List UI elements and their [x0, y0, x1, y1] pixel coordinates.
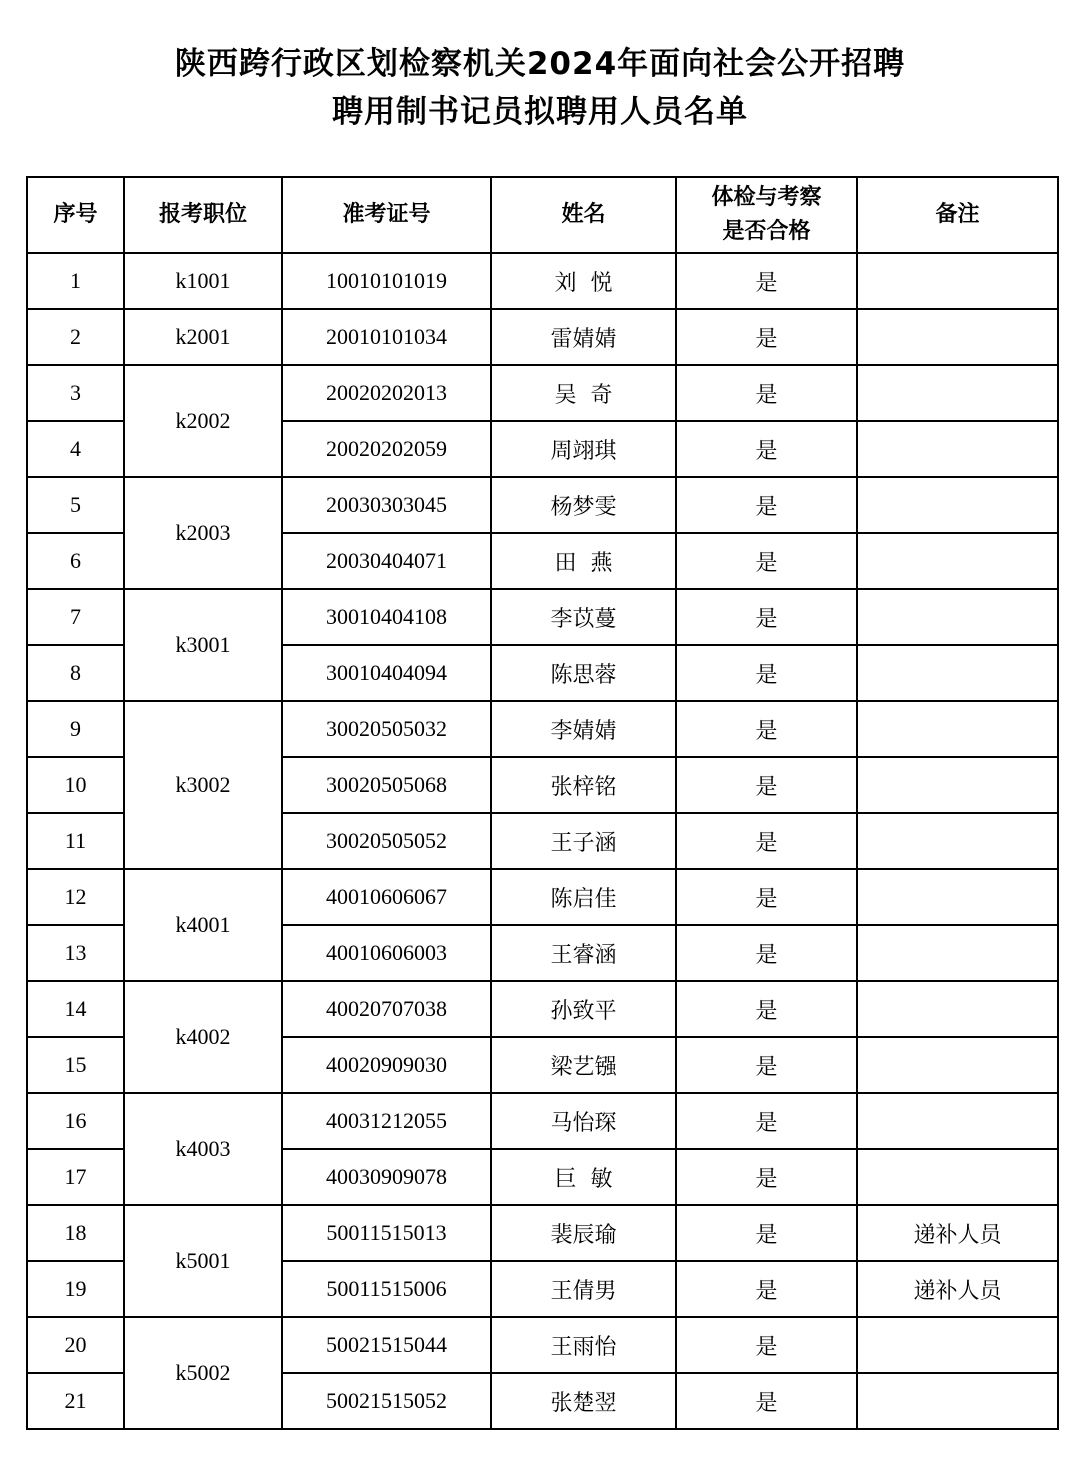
- table-row: [27, 253, 1058, 309]
- cell-name: 梁艺镪: [491, 1037, 676, 1093]
- cell-exam-no: 20020202013: [282, 365, 491, 421]
- cell-name: 张梓铭: [491, 757, 676, 813]
- cell-name: 雷婧婧: [491, 309, 676, 365]
- table-row: [27, 589, 1058, 645]
- table-row: [27, 1205, 1058, 1261]
- title-line-1: 陕西跨行政区划检察机关2024年面向社会公开招聘: [174, 46, 906, 82]
- header-name: 姓名: [491, 177, 676, 253]
- header-check: [676, 177, 857, 253]
- cell-exam-no: 40010606003: [282, 925, 491, 981]
- cell-name: 杨梦雯: [491, 477, 676, 533]
- cell-position: k5002: [124, 1317, 282, 1429]
- cell-position: k2002: [124, 365, 282, 477]
- cell-exam-no: 30010404094: [282, 645, 491, 701]
- cell-pass: 是: [676, 365, 857, 421]
- cell-exam-no: 50021515044: [282, 1317, 491, 1373]
- cell-seq: 4: [27, 421, 124, 477]
- cell-pass: 是: [676, 1317, 857, 1373]
- header-exam-no: 准考证号: [282, 177, 491, 253]
- cell-seq: 14: [27, 981, 124, 1037]
- cell-exam-no: 40020707038: [282, 981, 491, 1037]
- header-check-line-1: 体检与考察: [711, 185, 822, 210]
- cell-exam-no: 20020202059: [282, 421, 491, 477]
- cell-note: [857, 1037, 1058, 1093]
- cell-pass: 是: [676, 757, 857, 813]
- cell-pass: 是: [676, 1037, 857, 1093]
- cell-name: 张楚翌: [491, 1373, 676, 1429]
- cell-seq: 11: [27, 813, 124, 869]
- table-row: [27, 981, 1058, 1037]
- cell-position: k2003: [124, 477, 282, 589]
- cell-pass: 是: [676, 1093, 857, 1149]
- cell-name: 陈启佳: [491, 869, 676, 925]
- cell-note: [857, 309, 1058, 365]
- cell-position: k5001: [124, 1205, 282, 1317]
- cell-seq: 6: [27, 533, 124, 589]
- cell-name: 马怡琛: [491, 1093, 676, 1149]
- cell-pass: 是: [676, 421, 857, 477]
- cell-pass: 是: [676, 925, 857, 981]
- cell-name: 李苡蔓: [491, 589, 676, 645]
- hiring-roster-table: [26, 176, 1059, 1430]
- cell-note: [857, 1149, 1058, 1205]
- header-note: 备注: [857, 177, 1058, 253]
- cell-note: [857, 813, 1058, 869]
- cell-exam-no: 20030404071: [282, 533, 491, 589]
- cell-name: 吴 奇: [491, 365, 676, 421]
- cell-seq: 5: [27, 477, 124, 533]
- cell-name: 田 燕: [491, 533, 676, 589]
- cell-name: 刘 悦: [491, 253, 676, 309]
- cell-name: 孙致平: [491, 981, 676, 1037]
- cell-position: k4003: [124, 1093, 282, 1205]
- cell-note: [857, 477, 1058, 533]
- cell-name: 李婧婧: [491, 701, 676, 757]
- cell-pass: 是: [676, 253, 857, 309]
- cell-note: [857, 589, 1058, 645]
- cell-name: 裴辰瑜: [491, 1205, 676, 1261]
- cell-note: [857, 533, 1058, 589]
- table-row: [27, 477, 1058, 533]
- cell-pass: 是: [676, 645, 857, 701]
- cell-pass: 是: [676, 869, 857, 925]
- cell-name: 王倩男: [491, 1261, 676, 1317]
- title-line-2: 聘用制书记员拟聘用人员名单: [332, 94, 748, 130]
- table-row: [27, 365, 1058, 421]
- cell-seq: 19: [27, 1261, 124, 1317]
- cell-pass: 是: [676, 477, 857, 533]
- cell-seq: 10: [27, 757, 124, 813]
- table-row: [27, 1093, 1058, 1149]
- cell-exam-no: 40031212055: [282, 1093, 491, 1149]
- table-row: [27, 1317, 1058, 1373]
- cell-exam-no: 40010606067: [282, 869, 491, 925]
- cell-exam-no: 20030303045: [282, 477, 491, 533]
- cell-exam-no: 20010101034: [282, 309, 491, 365]
- cell-name: 陈思蓉: [491, 645, 676, 701]
- cell-name: 周翊琪: [491, 421, 676, 477]
- cell-note: [857, 701, 1058, 757]
- header-position: 报考职位: [124, 177, 282, 253]
- cell-seq: 9: [27, 701, 124, 757]
- cell-pass: 是: [676, 701, 857, 757]
- cell-exam-no: 50011515013: [282, 1205, 491, 1261]
- document-title: [0, 40, 1080, 136]
- cell-position: k3001: [124, 589, 282, 701]
- cell-seq: 3: [27, 365, 124, 421]
- cell-name: 王睿涵: [491, 925, 676, 981]
- table-row: [27, 701, 1058, 757]
- cell-position: k4001: [124, 869, 282, 981]
- cell-note: [857, 421, 1058, 477]
- cell-seq: 7: [27, 589, 124, 645]
- cell-note: [857, 925, 1058, 981]
- cell-exam-no: 30020505068: [282, 757, 491, 813]
- cell-note: 递补人员: [857, 1261, 1058, 1317]
- cell-seq: 17: [27, 1149, 124, 1205]
- cell-exam-no: 10010101019: [282, 253, 491, 309]
- cell-note: 递补人员: [857, 1205, 1058, 1261]
- cell-position: k1001: [124, 253, 282, 309]
- cell-note: [857, 1093, 1058, 1149]
- cell-position: k3002: [124, 701, 282, 869]
- cell-note: [857, 757, 1058, 813]
- cell-position: k2001: [124, 309, 282, 365]
- cell-name: 巨 敏: [491, 1149, 676, 1205]
- cell-seq: 8: [27, 645, 124, 701]
- cell-pass: 是: [676, 1149, 857, 1205]
- table-row: [27, 309, 1058, 365]
- cell-seq: 1: [27, 253, 124, 309]
- cell-position: k4002: [124, 981, 282, 1093]
- cell-exam-no: 30020505052: [282, 813, 491, 869]
- cell-exam-no: 50021515052: [282, 1373, 491, 1429]
- cell-exam-no: 40030909078: [282, 1149, 491, 1205]
- cell-seq: 12: [27, 869, 124, 925]
- table-row: [27, 869, 1058, 925]
- cell-note: [857, 1373, 1058, 1429]
- cell-pass: 是: [676, 1373, 857, 1429]
- cell-seq: 2: [27, 309, 124, 365]
- cell-pass: 是: [676, 981, 857, 1037]
- cell-seq: 20: [27, 1317, 124, 1373]
- cell-seq: 13: [27, 925, 124, 981]
- cell-pass: 是: [676, 1261, 857, 1317]
- cell-exam-no: 30020505032: [282, 701, 491, 757]
- cell-seq: 15: [27, 1037, 124, 1093]
- cell-pass: 是: [676, 1205, 857, 1261]
- cell-note: [857, 365, 1058, 421]
- cell-seq: 16: [27, 1093, 124, 1149]
- header-check-line-2: 是否合格: [722, 219, 811, 244]
- cell-exam-no: 30010404108: [282, 589, 491, 645]
- cell-note: [857, 869, 1058, 925]
- cell-note: [857, 645, 1058, 701]
- cell-note: [857, 981, 1058, 1037]
- cell-pass: 是: [676, 533, 857, 589]
- cell-name: 王雨怡: [491, 1317, 676, 1373]
- cell-exam-no: 50011515006: [282, 1261, 491, 1317]
- cell-name: 王子涵: [491, 813, 676, 869]
- cell-exam-no: 40020909030: [282, 1037, 491, 1093]
- cell-seq: 21: [27, 1373, 124, 1429]
- header-seq: 序号: [27, 177, 124, 253]
- cell-seq: 18: [27, 1205, 124, 1261]
- cell-pass: 是: [676, 813, 857, 869]
- table-header-row: [27, 177, 1058, 253]
- cell-note: [857, 253, 1058, 309]
- cell-pass: 是: [676, 589, 857, 645]
- cell-note: [857, 1317, 1058, 1373]
- cell-pass: 是: [676, 309, 857, 365]
